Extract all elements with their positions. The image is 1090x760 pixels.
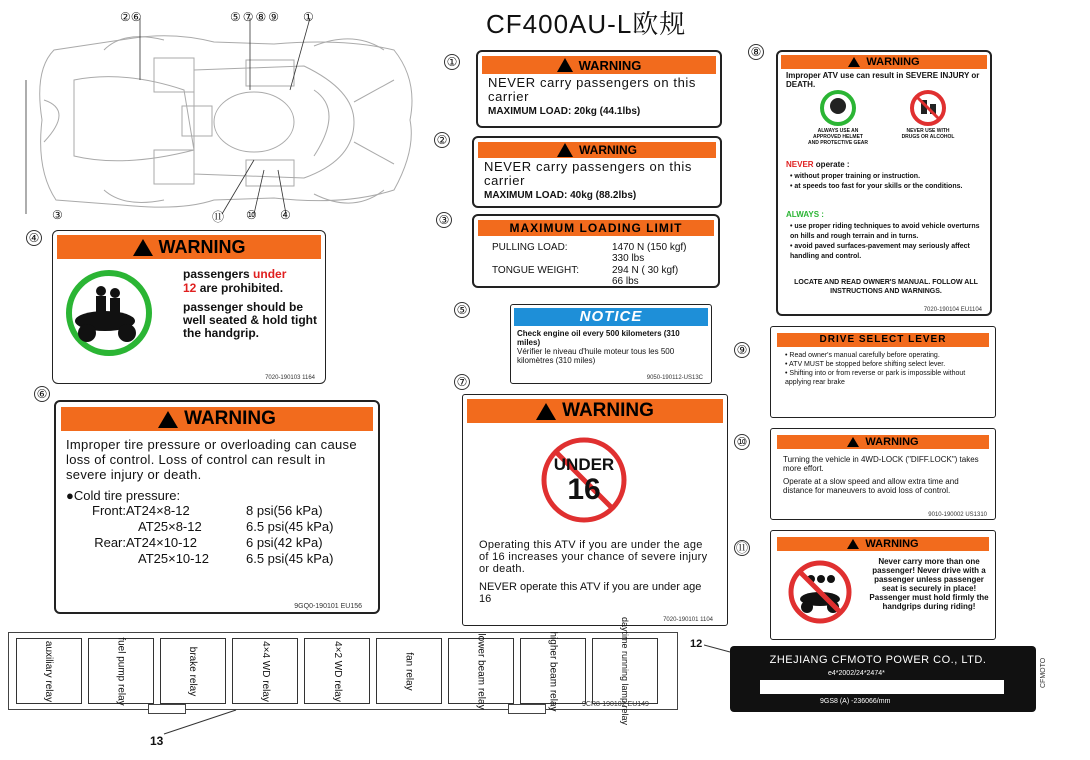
relay-cell: 4×4 WD relay: [232, 638, 298, 704]
warning-header: [57, 235, 321, 259]
warning-triangle-icon: [536, 403, 556, 420]
label-8-safety-warning: [776, 50, 992, 316]
tire-pressure-body: Improper tire pressure or overloading can cause loss of control. Loss of control can result in severe injury or death.: [66, 437, 357, 482]
label-1-index: ①: [444, 54, 460, 70]
warning-header: [467, 399, 723, 423]
callout-2-6: ②⑥: [120, 10, 142, 24]
label-8-footer: LOCATE AND READ OWNER'S MANUAL. FOLLOW ALL INSTRUCTIONS AND WARNINGS.: [794, 279, 978, 295]
label-7-age-warning: [462, 394, 728, 626]
label-1-carrier-warning: [476, 50, 722, 128]
label-7-index: ⑦: [454, 374, 470, 390]
label-3-loading-limit: [472, 214, 720, 288]
label-6-code: 9GQ0-190101 EU156: [294, 603, 362, 610]
label-4-text-2: passenger should be well seated & hold tight the handgrip.: [183, 300, 318, 340]
warning-text: WARNING: [865, 538, 919, 550]
plate-side-text: CFMOTO: [1040, 657, 1047, 688]
cold-tire-heading: ●Cold tire pressure:: [66, 488, 181, 503]
helmet-icon: [818, 90, 858, 126]
warning-header: [482, 56, 716, 74]
plate-leader-line: [704, 644, 732, 654]
never-heading: NEVER operate :: [786, 160, 850, 169]
callout-4: ④: [280, 208, 291, 222]
label-1-body: NEVER carry passengers on this carrier: [488, 75, 697, 104]
list-item: • at speeds too fast for your skills or the conditions.: [790, 183, 963, 190]
relay-cell: higher beam relay: [520, 638, 586, 704]
notice-english: Check engine oil every 500 kilometers (310 miles): [517, 329, 680, 347]
label-5-oil-notice: [510, 304, 712, 384]
notice-french: Vérifier le niveau d'huile moteur tous les 500 kilomètres (310 miles): [517, 347, 675, 365]
warning-text: WARNING: [578, 57, 642, 73]
label-9-drive-select-lever: [770, 326, 996, 418]
callout-10: ⑩: [246, 208, 257, 222]
plate-line-1: e4*2002/24*2474*: [828, 670, 885, 677]
pulling-load-value: 1470 N (150 kgf): [612, 242, 687, 253]
relay-index: 13: [150, 734, 164, 748]
label-10-p1: Turning the vehicle in 4WD-LOCK ("DIFF.LOCK") takes more effort.: [783, 455, 979, 473]
label-8-intro: Improper ATV use can result in SEVERE INJURY or DEATH.: [786, 71, 980, 89]
warning-triangle-icon: [133, 239, 153, 256]
list-item: • Read owner's manual carefully before operating.: [785, 352, 940, 359]
label-7-never: NEVER operate this ATV if you are under age 16: [479, 581, 702, 605]
relay-cell: fan relay: [376, 638, 442, 704]
label-2-body: NEVER carry passengers on this carrier: [484, 159, 693, 188]
drive-select-header: DRIVE SELECT LEVER: [777, 333, 989, 347]
label-11-passenger-warning: [770, 530, 996, 640]
label-5-code: 9050-190112-US13C: [646, 375, 703, 381]
relay-cell: fuel pump relay: [88, 638, 154, 704]
tire-row: Rear: AT24×10-12 6 psi(42 kPa): [94, 535, 323, 550]
tire-row: AT25×8-12 6.5 psi(45 kPa): [138, 519, 334, 534]
label-6-tire-pressure-warning: [54, 400, 380, 614]
age-16-text: 16: [567, 473, 601, 506]
label-11-body: Never carry more than one passenger! Never drive with a passenger unless passenger seat is securely in place! Passenger must hold firmly the handgrips during riding!: [869, 557, 989, 611]
relay-cell: brake relay: [160, 638, 226, 704]
label-4-index: ④: [26, 230, 42, 246]
relay-tab-right: [508, 704, 546, 714]
relay-cell: daytime running lamp relay: [592, 638, 658, 704]
warning-text: WARNING: [579, 143, 637, 157]
tire-row: AT25×10-12 6.5 psi(45 kPa): [138, 551, 334, 566]
warning-header: [777, 537, 989, 551]
label-1-load: MAXIMUM LOAD: 20kg (44.1lbs): [488, 106, 641, 117]
warning-text: WARNING: [865, 436, 919, 448]
tongue-weight-value: 294 N ( 30 kgf): [612, 265, 679, 276]
list-item: • use proper riding techniques to avoid vehicle overturns on hills and rough terrain and in turns.: [790, 223, 980, 240]
label-9-index: ⑨: [734, 342, 750, 358]
tire-pressure-table: [56, 503, 378, 567]
label-2-carrier-warning: [472, 136, 722, 208]
vehicle-diagram: [14, 10, 426, 222]
label-4-passenger-warning: [52, 230, 326, 384]
warning-text: WARNING: [184, 408, 276, 429]
plate-line-2: 9GS8 (A) -236066/mm: [820, 698, 891, 705]
warning-text: WARNING: [158, 236, 246, 257]
relay-cell: 4×2 WD relay: [304, 638, 370, 704]
manufacturer-plate: [730, 646, 1036, 712]
warning-triangle-icon: [158, 411, 178, 428]
list-item: • ATV MUST be stopped before shifting select lever.: [785, 361, 946, 368]
list-item: • without proper training or instruction.: [790, 173, 921, 180]
label-2-load: MAXIMUM LOAD: 40kg (88.2lbs): [484, 190, 637, 201]
warning-text: WARNING: [562, 400, 654, 421]
label-5-index: ⑤: [454, 302, 470, 318]
warning-header: [478, 142, 716, 158]
relay-code: 9CR8-190102 EU149: [582, 701, 649, 708]
loading-limit-header: MAXIMUM LOADING LIMIT: [478, 220, 714, 236]
list-item: • Shifting into or from reverse or park is impossible without applying rear brake: [785, 370, 966, 386]
tire-row: Front: AT24×8-12 8 psi(56 kPa): [92, 503, 323, 518]
label-6-index: ⑥: [34, 386, 50, 402]
warning-triangle-icon: [557, 58, 573, 72]
never-list: [790, 172, 986, 192]
relay-cell: lower beam relay: [448, 638, 514, 704]
tongue-weight-label: TONGUE WEIGHT:: [492, 265, 580, 276]
plate-blank-field: [760, 680, 1004, 694]
plate-company: ZHEJIANG CFMOTO POWER CO., LTD.: [769, 654, 987, 666]
pulling-load-label: PULLING LOAD:: [492, 242, 568, 253]
always-heading: ALWAYS :: [786, 210, 824, 219]
label-7-code: 7020-190101 1104: [663, 617, 713, 623]
warning-triangle-icon: [847, 539, 859, 549]
label-3-index: ③: [436, 212, 452, 228]
page-title: CF400AU-L欧规: [486, 9, 687, 39]
callout-11: ⑪: [212, 210, 225, 224]
under-text: UNDER: [553, 455, 615, 474]
label-8-code: 7020-190104 EU1104: [923, 307, 982, 313]
label-10-index: ⑩: [734, 434, 750, 450]
no-drugs-alcohol-icon: [908, 90, 948, 126]
label-4-code: 7020-190103 1164: [265, 375, 315, 381]
helmet-caption: ALWAYS USE AN APPROVED HELMET AND PROTECTIVE GEAR: [808, 128, 869, 146]
label-10-p2: Operate at a slow speed and allow extra time and distance for maneuvers to avoid loss of control.: [783, 477, 959, 495]
atv-top-view-drawing: [14, 10, 426, 222]
label-7-body: Operating this ATV if you are under the age of 16 increases your chance of severe injury or death.: [479, 539, 708, 575]
no-drugs-caption: NEVER USE WITH DRUGS OR ALCOHOL: [901, 128, 955, 140]
relay-cell: auxiliary relay: [16, 638, 82, 704]
label-10-4wd-lock-warning: [770, 428, 996, 520]
callout-3: ③: [52, 208, 63, 222]
label-2-index: ②: [434, 132, 450, 148]
warning-header: [61, 407, 373, 431]
drive-select-list: [771, 347, 995, 387]
label-4-text-1: passengers under 12 are prohibited.: [183, 267, 287, 295]
warning-header: [777, 435, 989, 449]
warning-triangle-icon: [847, 437, 859, 447]
label-11-index: ⑪: [735, 541, 748, 555]
label-10-code: 9010-190002 US1310: [928, 512, 987, 518]
list-item: • avoid paved surfaces-pavement may seriously affect handling and control.: [790, 243, 970, 260]
plate-index: 12: [690, 638, 703, 650]
no-extra-passenger-icon: [781, 559, 859, 625]
atv-passenger-icon: [61, 269, 159, 357]
warning-header: [781, 55, 987, 69]
always-list: [790, 222, 986, 262]
label-8-index: ⑧: [748, 44, 764, 60]
warning-text: WARNING: [866, 56, 920, 68]
under-16-icon: [539, 435, 629, 525]
pulling-load-lbs: 330 lbs: [612, 253, 645, 264]
callout-5-7-8-9: ⑤⑦⑧⑨: [230, 10, 282, 24]
warning-triangle-icon: [557, 143, 573, 157]
callout-1: ①: [303, 10, 314, 24]
warning-triangle-icon: [848, 57, 860, 67]
tongue-weight-lbs: 66 lbs: [612, 276, 639, 287]
relay-leader-line: [160, 708, 240, 736]
notice-header: NOTICE: [514, 308, 708, 326]
